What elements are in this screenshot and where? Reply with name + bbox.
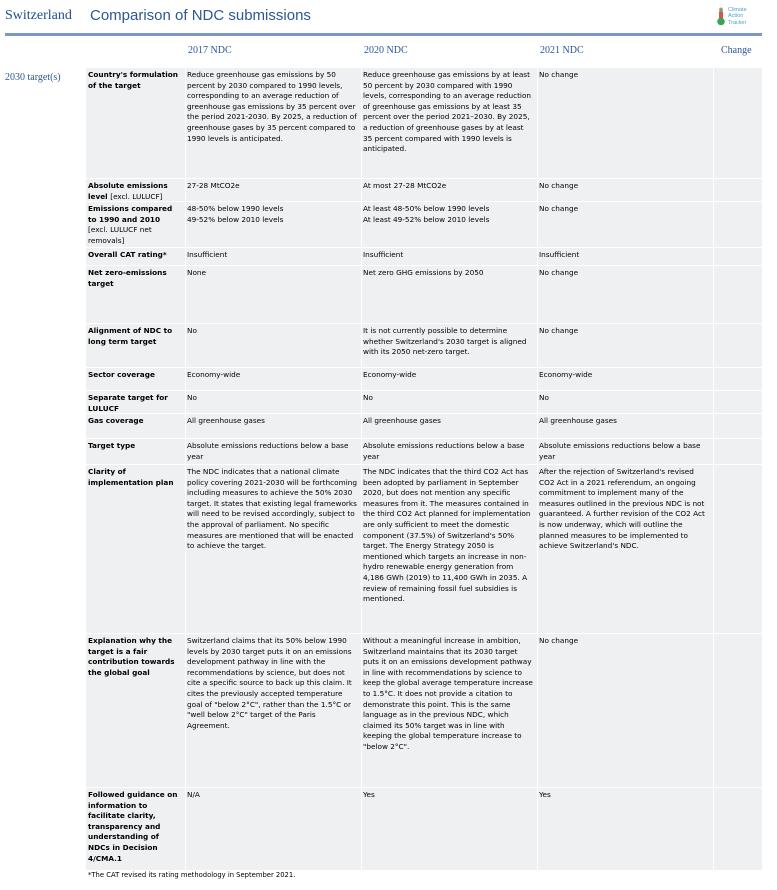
table-row [86,634,762,787]
column-divider [185,68,186,871]
column-divider [713,68,714,871]
column-header-change: Change [721,45,752,56]
table-row [86,391,762,413]
cell-2021: Insufficient [539,250,580,259]
row-label: Net zero-emissions target [88,268,167,288]
row-label: Overall CAT rating* [88,250,167,259]
footnote: *The CAT revised its rating methodology in September 2021. [88,871,296,879]
cell-2021: No change [539,268,579,277]
cell-2017: Insufficient [187,250,228,259]
row-label: Gas coverage [88,416,144,425]
row-label: Emissions compared to 1990 and 2010 [excl. LULUCF net removals] [88,204,173,245]
cell-2017: None [187,268,207,277]
row-label: Absolute emissions level [excl. LULUCF] [88,181,168,201]
column-header-2017: 2017 NDC [188,45,232,56]
table-row [86,266,762,323]
cell-2021: No change [539,326,579,335]
cell-2020: The NDC indicates that the third CO2 Act has been adopted by parliament in September 2020, but does not mention any specific measures from it. The measures contained in the third CO2 Act planned for implementation are only sufficient to meet the domestic component (37.5%) of Switzerland's 50% target. The Energy Strategy 2050 is mentioned which targets an increase in non-hydro renewable energy generation from 4,186 GWh (2019) to 11,400 GWh in 2035. A review of remaining fossil fuel subsidies is mentioned. [363,467,531,604]
cell-2017: The NDC indicates that a national climate policy covering 2021-2030 will be forthcoming including measures to achieve the 50% 2030 target. It states that existing legal frameworks will need to be revised accordingly, subject to the approval of parliament. No specific measures are mentioned that will be enacted to achieve the target. [187,467,357,551]
cell-2017: N/A [187,790,200,799]
logo-line: Climate [728,7,747,13]
thermometer-icon [716,7,726,26]
table-row [86,324,762,367]
cell-2021: No [539,393,549,402]
header-divider [5,33,762,36]
table-row [86,248,762,265]
cell-2017: Switzerland claims that its 50% below 1990 levels by 2030 target puts it on an emissions development pathway in line with the recommendations by science, but does not cite a specific source to back up this claim. It cites the previously accepted temperature goal of "below 2°C", rather than the 1.5°C or "well below 2°C" target of the Paris Agreement. [187,636,352,730]
cell-2020: No [363,393,373,402]
cell-2017: No [187,326,197,335]
table-row [86,414,762,438]
cell-2020: At most 27-28 MtCO2e [363,181,447,190]
row-sublabel: [excl. LULUCF net removals] [88,225,152,245]
cell-2017: Economy-wide [187,370,241,379]
row-label: Clarity of implementation plan [88,467,174,487]
row-label: Explanation why the target is a fair contribution towards the global goal [88,636,175,677]
cell-2020: Yes [363,790,375,799]
cell-2020: Insufficient [363,250,404,259]
country-name: Switzerland [5,8,72,23]
cell-2020: At least 48-50% below 1990 levels At least 49-52% below 2010 levels [363,204,490,224]
row-sublabel: [excl. LULUCF] [110,191,163,201]
row-label: Sector coverage [88,370,155,379]
row-label: Country's formulation of the target [88,70,178,90]
cell-2021: No change [539,70,579,79]
cell-2017: All greenhouse gases [187,416,265,425]
cell-2020: Net zero GHG emissions by 2050 [363,268,484,277]
logo-line: Tracker [728,19,747,26]
cell-2020: Absolute emissions reductions below a base year [363,441,525,461]
row-label: Followed guidance on information to facilitate clarity, transparency and understanding of NDCs in Decision 4/CMA.1 [88,790,178,863]
row-label: Separate target for LULUCF [88,393,168,413]
cell-2021: Absolute emissions reductions below a base year [539,441,701,461]
table-row [86,68,762,178]
cell-2020: It is not currently possible to determine whether Switzerland's 2030 target is aligned with its 2050 net-zero target. [363,326,527,357]
column-divider [537,68,538,871]
column-header-2020: 2020 NDC [364,45,408,56]
section-label: 2030 target(s) [5,72,61,83]
cell-2017: No [187,393,197,402]
cell-2017: Reduce greenhouse gas emissions by 50 percent by 2030 compared to 1990 levels, corresponding to an average reduction of greenhouse gas emissions by 35 percent over the period 2021-2030. By 2025, a reduction of greenhouse gases by 35 percent compared to 1990 levels is anticipated. [187,70,357,143]
cell-2021: No change [539,636,579,645]
column-divider [361,68,362,871]
cell-2020: Without a meaningful increase in ambition, Switzerland maintains that its 2030 target puts it on an emissions development pathway in line with recommendations by science to keep the global average temperature increase to 1.5°C. It does not provide a citation to demonstrate this point. This is the same language as in the previous NDC, which claimed its 50% target was in line with keeping the global temperature increase to "below 2°C". [363,636,533,751]
table-row [86,465,762,633]
table-row [86,368,762,390]
cell-2017: Absolute emissions reductions below a base year [187,441,349,461]
table-row [86,788,762,870]
cell-2017: 27-28 MtCO2e [187,181,240,190]
cell-2020: All greenhouse gases [363,416,441,425]
column-header-2021: 2021 NDC [540,45,584,56]
row-label: Target type [88,441,136,450]
cell-2020: Reduce greenhouse gas emissions by at least 50 percent by 2030 compared with 1990 levels, corresponding to an average reduction of greenhouse gas emissions by at least 35 percent over the period 2021–2030. By 2025, a reduction of greenhouse gases by at least 35 percent compared with 1990 levels is anticipated. [363,70,532,154]
cell-2020: Economy-wide [363,370,417,379]
logo-line: Action [728,13,744,20]
page-title: Comparison of NDC submissions [90,7,311,24]
table-row [86,179,762,201]
cell-2021: No change [539,204,579,213]
cell-2021: After the rejection of Switzerland's revised CO2 Act in a 2021 referendum, an ongoing commitment to implement many of the measures outlined in the previous NDC is not guaranteed. A further revision of the CO2 Act is now underway, which will outline the planned measures to be implemented to achieve Switzerland's NDC. [539,467,705,551]
cell-2021: All greenhouse gases [539,416,617,425]
cell-2017: 48-50% below 1990 levels 49-52% below 2010 levels [187,204,284,224]
table-row [86,202,762,247]
table-row [86,439,762,464]
cell-2021: Economy-wide [539,370,593,379]
cell-2021: No change [539,181,579,190]
cell-2021: Yes [539,790,551,799]
row-label: Alignment of NDC to long term target [88,326,173,346]
climate-action-tracker-logo [716,7,768,27]
